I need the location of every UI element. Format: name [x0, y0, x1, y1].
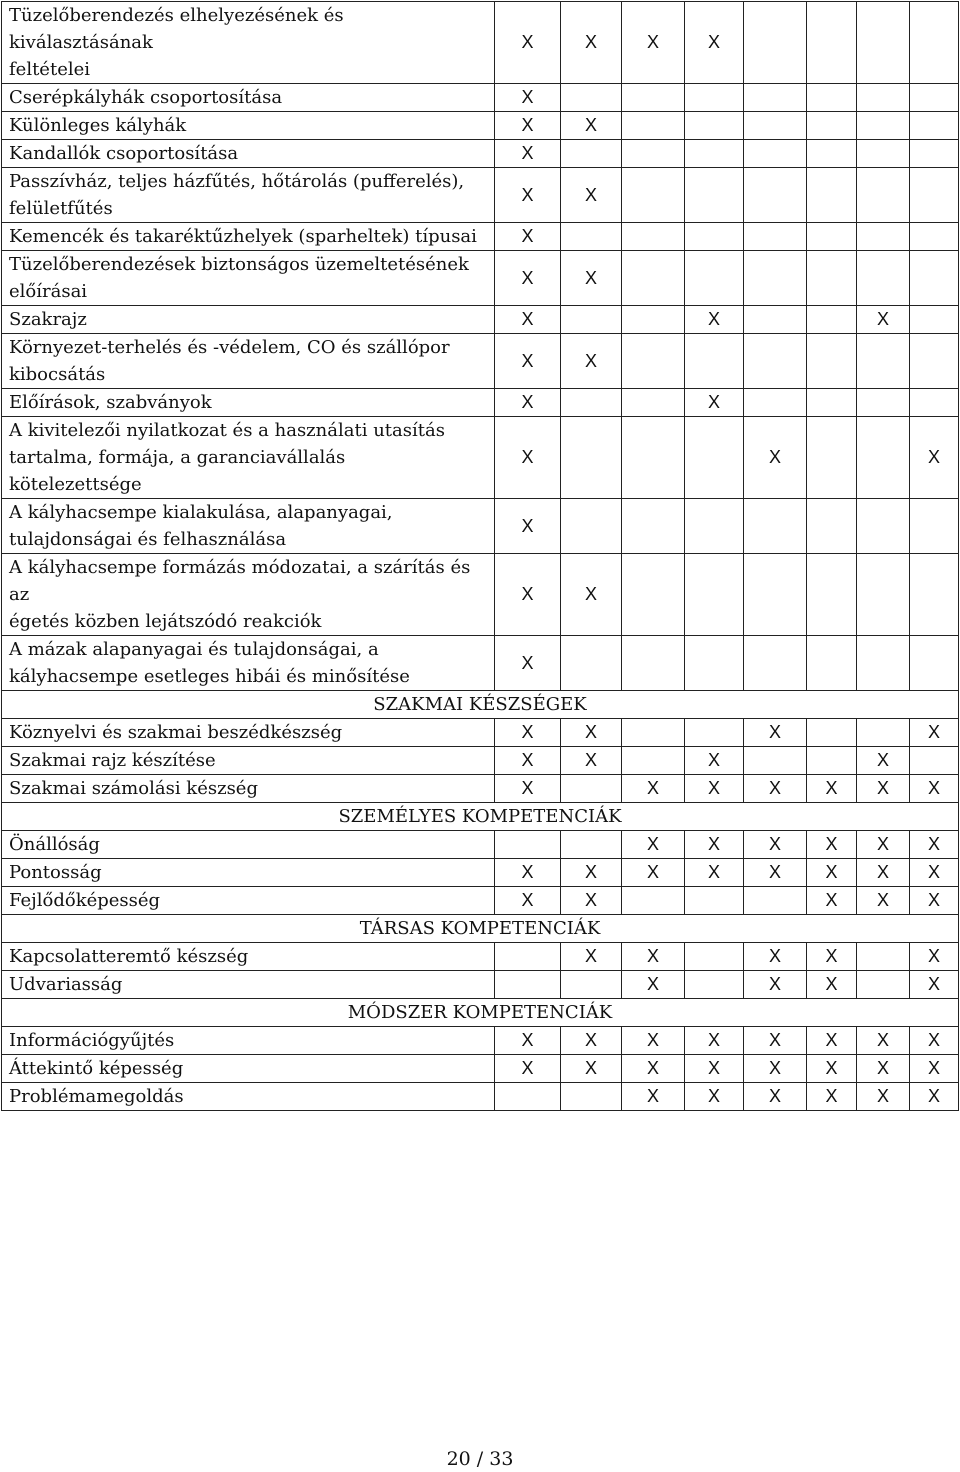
mark-cell [561, 223, 622, 251]
mark-cell [807, 251, 857, 306]
mark-cell [622, 887, 685, 915]
table-row [2, 1083, 959, 1111]
section-header-row [2, 999, 959, 1027]
mark-cell: X [910, 887, 959, 915]
mark-cell [561, 140, 622, 168]
mark-cell [807, 306, 857, 334]
row-label: A mázak alapanyagai és tulajdonságai, a kályhacsempe esetleges hibái és minősítése [2, 636, 495, 691]
mark-cell [744, 168, 807, 223]
table-row [2, 251, 959, 306]
mark-cell [857, 140, 910, 168]
mark-cell: X [685, 1027, 744, 1055]
mark-cell: X [910, 417, 959, 499]
mark-cell [857, 417, 910, 499]
row-label: Információgyűjtés [2, 1027, 495, 1055]
mark-cell: X [910, 859, 959, 887]
mark-cell [622, 334, 685, 389]
mark-cell: X [857, 887, 910, 915]
mark-cell [561, 84, 622, 112]
mark-cell: X [622, 1083, 685, 1111]
table-row [2, 223, 959, 251]
mark-cell: X [622, 1055, 685, 1083]
mark-cell [744, 389, 807, 417]
mark-cell: X [910, 1083, 959, 1111]
mark-cell: X [857, 306, 910, 334]
mark-cell [685, 112, 744, 140]
mark-cell [744, 112, 807, 140]
mark-cell [744, 306, 807, 334]
mark-cell [495, 971, 561, 999]
row-label: Udvariasság [2, 971, 495, 999]
mark-cell: X [495, 2, 561, 84]
mark-cell [622, 223, 685, 251]
table-row [2, 887, 959, 915]
mark-cell: X [910, 971, 959, 999]
row-label: Előírások, szabványok [2, 389, 495, 417]
mark-cell: X [744, 1055, 807, 1083]
table-row [2, 417, 959, 499]
mark-cell [857, 943, 910, 971]
mark-cell [910, 389, 959, 417]
section-header-row [2, 803, 959, 831]
mark-cell: X [622, 943, 685, 971]
mark-cell [857, 334, 910, 389]
mark-cell: X [807, 831, 857, 859]
mark-cell [910, 168, 959, 223]
mark-cell: X [685, 2, 744, 84]
section-title: MÓDSZER KOMPETENCIÁK [2, 999, 959, 1027]
mark-cell: X [744, 719, 807, 747]
mark-cell [744, 2, 807, 84]
mark-cell: X [495, 417, 561, 499]
mark-cell: X [685, 1055, 744, 1083]
mark-cell: X [495, 719, 561, 747]
mark-cell: X [495, 1027, 561, 1055]
mark-cell: X [744, 417, 807, 499]
mark-cell [807, 112, 857, 140]
mark-cell: X [561, 251, 622, 306]
row-label: Áttekintő képesség [2, 1055, 495, 1083]
mark-cell [685, 971, 744, 999]
mark-cell [561, 417, 622, 499]
mark-cell: X [495, 775, 561, 803]
mark-cell [744, 747, 807, 775]
mark-cell: X [744, 831, 807, 859]
mark-cell [910, 112, 959, 140]
mark-cell [807, 719, 857, 747]
row-label: A kályhacsempe kialakulása, alapanyagai, tulajdonságai és felhasználása [2, 499, 495, 554]
section-title: SZAKMAI KÉSZSÉGEK [2, 691, 959, 719]
mark-cell: X [744, 859, 807, 887]
row-label: Fejlődőképesség [2, 887, 495, 915]
table-row [2, 747, 959, 775]
table-row [2, 2, 959, 84]
mark-cell: X [807, 887, 857, 915]
mark-cell: X [744, 1027, 807, 1055]
mark-cell: X [495, 499, 561, 554]
mark-cell [857, 168, 910, 223]
mark-cell: X [622, 1027, 685, 1055]
table-row [2, 168, 959, 223]
table-row [2, 112, 959, 140]
row-label: Szakmai rajz készítése [2, 747, 495, 775]
mark-cell [744, 636, 807, 691]
mark-cell: X [561, 943, 622, 971]
mark-cell: X [857, 859, 910, 887]
mark-cell [807, 417, 857, 499]
mark-cell [744, 334, 807, 389]
mark-cell [910, 140, 959, 168]
mark-cell [807, 389, 857, 417]
table-row [2, 775, 959, 803]
mark-cell: X [744, 971, 807, 999]
mark-cell: X [857, 747, 910, 775]
table-row [2, 306, 959, 334]
section-header-row [2, 691, 959, 719]
mark-cell: X [495, 223, 561, 251]
mark-cell: X [857, 831, 910, 859]
mark-cell: X [622, 2, 685, 84]
mark-cell: X [807, 859, 857, 887]
mark-cell [495, 1083, 561, 1111]
mark-cell [910, 499, 959, 554]
table-row [2, 1055, 959, 1083]
mark-cell [622, 747, 685, 775]
mark-cell [622, 554, 685, 636]
mark-cell [857, 251, 910, 306]
mark-cell: X [857, 1055, 910, 1083]
mark-cell: X [910, 775, 959, 803]
row-label: Tüzelőberendezések biztonságos üzemeltetésének előírásai [2, 251, 495, 306]
mark-cell [857, 389, 910, 417]
mark-cell [807, 168, 857, 223]
mark-cell: X [685, 831, 744, 859]
competency-matrix-table [1, 1, 959, 1111]
table-row [2, 389, 959, 417]
mark-cell: X [495, 112, 561, 140]
mark-cell: X [744, 1083, 807, 1111]
mark-cell [561, 831, 622, 859]
mark-cell [744, 140, 807, 168]
mark-cell [807, 554, 857, 636]
mark-cell: X [807, 1027, 857, 1055]
mark-cell: X [561, 554, 622, 636]
mark-cell: X [622, 775, 685, 803]
mark-cell: X [495, 168, 561, 223]
mark-cell [744, 499, 807, 554]
mark-cell: X [910, 1055, 959, 1083]
mark-cell [561, 499, 622, 554]
mark-cell: X [495, 1055, 561, 1083]
mark-cell [744, 251, 807, 306]
mark-cell: X [807, 1083, 857, 1111]
mark-cell [857, 223, 910, 251]
mark-cell: X [622, 831, 685, 859]
mark-cell: X [685, 747, 744, 775]
mark-cell: X [622, 859, 685, 887]
mark-cell [685, 417, 744, 499]
mark-cell: X [561, 1055, 622, 1083]
row-label: Szakrajz [2, 306, 495, 334]
mark-cell [622, 140, 685, 168]
mark-cell: X [495, 306, 561, 334]
mark-cell [622, 306, 685, 334]
mark-cell [561, 775, 622, 803]
mark-cell [685, 943, 744, 971]
mark-cell: X [495, 140, 561, 168]
mark-cell [910, 84, 959, 112]
section-title: TÁRSAS KOMPETENCIÁK [2, 915, 959, 943]
row-label: Szakmai számolási készség [2, 775, 495, 803]
row-label: Különleges kályhák [2, 112, 495, 140]
mark-cell: X [910, 831, 959, 859]
mark-cell: X [495, 887, 561, 915]
table-row [2, 859, 959, 887]
row-label: Passzívház, teljes házfűtés, hőtárolás (pufferelés), felületfűtés [2, 168, 495, 223]
mark-cell: X [807, 775, 857, 803]
mark-cell [744, 84, 807, 112]
row-label: Cserépkályhák csoportosítása [2, 84, 495, 112]
mark-cell: X [622, 971, 685, 999]
mark-cell: X [807, 1055, 857, 1083]
table-row [2, 971, 959, 999]
mark-cell [495, 831, 561, 859]
mark-cell [857, 971, 910, 999]
mark-cell [622, 636, 685, 691]
mark-cell: X [685, 859, 744, 887]
mark-cell: X [561, 2, 622, 84]
mark-cell: X [495, 554, 561, 636]
mark-cell: X [685, 775, 744, 803]
mark-cell [622, 112, 685, 140]
table-row [2, 334, 959, 389]
mark-cell [857, 84, 910, 112]
mark-cell [910, 636, 959, 691]
mark-cell [685, 140, 744, 168]
mark-cell: X [561, 747, 622, 775]
mark-cell [910, 251, 959, 306]
mark-cell [857, 719, 910, 747]
mark-cell [685, 223, 744, 251]
mark-cell [744, 554, 807, 636]
table-row [2, 140, 959, 168]
mark-cell [910, 306, 959, 334]
mark-cell [685, 168, 744, 223]
mark-cell: X [910, 1027, 959, 1055]
mark-cell [561, 1083, 622, 1111]
table-row [2, 719, 959, 747]
mark-cell [685, 251, 744, 306]
mark-cell: X [910, 719, 959, 747]
mark-cell [622, 499, 685, 554]
row-label: Kapcsolatteremtő készség [2, 943, 495, 971]
mark-cell [685, 636, 744, 691]
row-label: A kivitelezői nyilatkozat és a használati utasítás tartalma, formája, a garanciavállalás kötelezettsége [2, 417, 495, 499]
table-row [2, 636, 959, 691]
mark-cell [685, 719, 744, 747]
mark-cell: X [495, 389, 561, 417]
row-label: Pontosság [2, 859, 495, 887]
mark-cell [685, 84, 744, 112]
table-row [2, 499, 959, 554]
mark-cell: X [561, 112, 622, 140]
mark-cell: X [807, 971, 857, 999]
mark-cell [807, 334, 857, 389]
mark-cell [622, 168, 685, 223]
mark-cell [910, 2, 959, 84]
table-row [2, 84, 959, 112]
mark-cell [622, 719, 685, 747]
mark-cell: X [561, 859, 622, 887]
row-label: Önállóság [2, 831, 495, 859]
page-number: 20 / 33 [446, 1448, 514, 1470]
mark-cell [622, 84, 685, 112]
mark-cell [857, 499, 910, 554]
mark-cell: X [561, 1027, 622, 1055]
mark-cell [561, 971, 622, 999]
mark-cell [807, 84, 857, 112]
mark-cell [622, 389, 685, 417]
mark-cell [685, 499, 744, 554]
mark-cell: X [561, 719, 622, 747]
section-title: SZEMÉLYES KOMPETENCIÁK [2, 803, 959, 831]
mark-cell [622, 417, 685, 499]
mark-cell [622, 251, 685, 306]
mark-cell [807, 636, 857, 691]
section-header-row [2, 915, 959, 943]
mark-cell: X [685, 389, 744, 417]
table-row [2, 943, 959, 971]
mark-cell [857, 636, 910, 691]
mark-cell [685, 334, 744, 389]
table-row [2, 1027, 959, 1055]
mark-cell: X [857, 1083, 910, 1111]
mark-cell: X [561, 168, 622, 223]
table-row [2, 554, 959, 636]
mark-cell: X [561, 334, 622, 389]
mark-cell: X [561, 887, 622, 915]
mark-cell [807, 2, 857, 84]
mark-cell: X [685, 1083, 744, 1111]
row-label: Kemencék és takaréktűzhelyek (sparheltek) típusai [2, 223, 495, 251]
mark-cell [561, 389, 622, 417]
mark-cell: X [685, 306, 744, 334]
mark-cell: X [910, 943, 959, 971]
mark-cell: X [744, 943, 807, 971]
mark-cell: X [495, 251, 561, 306]
mark-cell: X [807, 943, 857, 971]
mark-cell [910, 747, 959, 775]
mark-cell: X [495, 859, 561, 887]
mark-cell [807, 223, 857, 251]
row-label: A kályhacsempe formázás módozatai, a szárítás és az égetés közben lejátszódó reakciók [2, 554, 495, 636]
mark-cell: X [857, 775, 910, 803]
mark-cell [495, 943, 561, 971]
mark-cell [857, 112, 910, 140]
mark-cell: X [744, 775, 807, 803]
mark-cell [685, 887, 744, 915]
mark-cell [910, 223, 959, 251]
mark-cell: X [495, 84, 561, 112]
mark-cell [744, 223, 807, 251]
row-label: Köznyelvi és szakmai beszédkészség [2, 719, 495, 747]
row-label: Kandallók csoportosítása [2, 140, 495, 168]
mark-cell: X [857, 1027, 910, 1055]
mark-cell [857, 554, 910, 636]
mark-cell [910, 334, 959, 389]
mark-cell [561, 636, 622, 691]
mark-cell [857, 2, 910, 84]
mark-cell: X [495, 636, 561, 691]
mark-cell [744, 887, 807, 915]
mark-cell: X [495, 334, 561, 389]
mark-cell [910, 554, 959, 636]
row-label: Tüzelőberendezés elhelyezésének és kiválasztásának feltételei [2, 2, 495, 84]
mark-cell [807, 747, 857, 775]
mark-cell [807, 499, 857, 554]
mark-cell [685, 554, 744, 636]
table-row [2, 831, 959, 859]
mark-cell: X [495, 747, 561, 775]
mark-cell [807, 140, 857, 168]
row-label: Problémamegoldás [2, 1083, 495, 1111]
mark-cell [561, 306, 622, 334]
row-label: Környezet-terhelés és -védelem, CO és szállópor kibocsátás [2, 334, 495, 389]
